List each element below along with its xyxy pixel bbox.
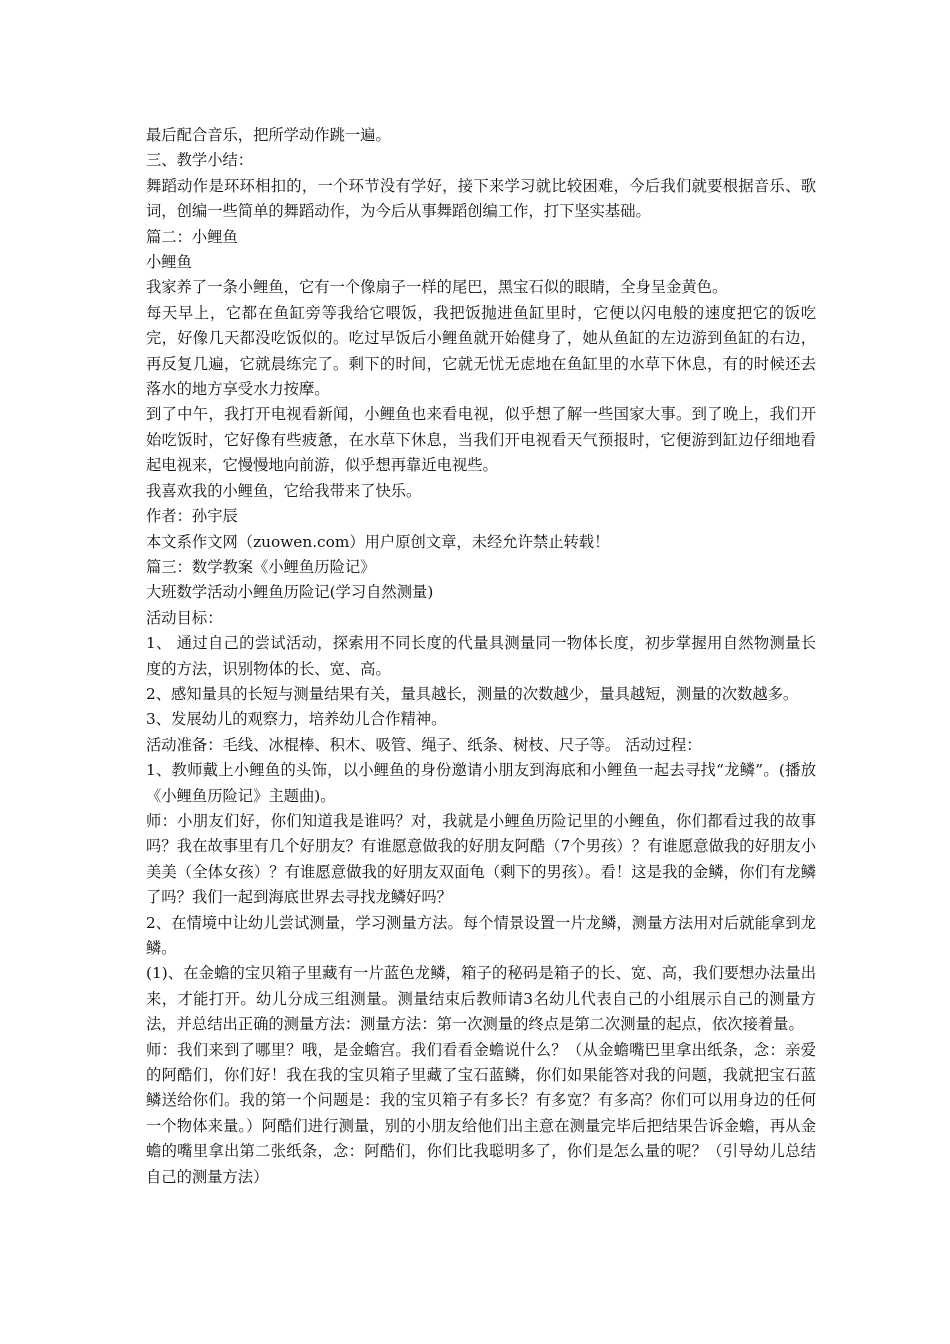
article-title: 小鲤鱼 <box>146 253 192 272</box>
article-title: 大班数学活动小鲤鱼历险记(学习自然测量) <box>146 583 434 602</box>
section-heading: 篇二：小鲤鱼 <box>146 227 238 246</box>
paragraph: 活动准备：毛线、冰棍棒、积木、吸管、绳子、纸条、树枝、尺子等。 活动过程： <box>146 735 702 754</box>
list-item: 2、感知量具的长短与测量结果有关，量具越长，测量的次数越少，量具越短，测量的次数越多。 <box>146 684 799 703</box>
paragraph: 舞蹈动作是环环相扣的，一个环节没有学好，接下来学习就比较困难，今后我们就要根据音乐、歌词，创编一些简单的舞蹈动作，为今后从事舞蹈创编工作，打下坚实基础。 <box>146 176 816 221</box>
paragraph: 最后配合音乐，把所学动作跳一遍。 <box>146 126 391 144</box>
subheading: 活动目标： <box>146 608 223 627</box>
paragraph: 1、教师戴上小鲤鱼的头饰，以小鲤鱼的身份邀请小朋友到海底和小鲤鱼一起去寻找“龙鳞”。(播放《小鲤鱼历险记》主题曲)。 <box>146 761 816 805</box>
document-body <box>146 123 816 1190</box>
paragraph: 2、在情境中让幼儿尝试测量，学习测量方法。每个情景设置一片龙鳞，测量方法用对后就能拿到龙鳞。 <box>146 913 816 957</box>
paragraph: (1)、在金蟾的宝贝箱子里藏有一片蓝色龙鳞，箱子的秘码是箱子的长、宽、高，我们要想办法量出来，才能打开。幼儿分成三组测量。测量结束后教师请3名幼儿代表自己的小组展示自己的测量方法，并总结出正确的测量方法：测量方法：第一次测量的终点是第二次测量的起点，依次接着量。 <box>146 964 816 1034</box>
list-item: 1、 通过自己的尝试活动，探索用不同长度的代量具测量同一物体长度，初步掌握用自然物测量长度的方法，识别物体的长、宽、高。 <box>146 634 816 678</box>
list-item: 3、发展幼儿的观察力，培养幼儿合作精神。 <box>146 710 447 729</box>
paragraph: 每天早上，它都在鱼缸旁等我给它喂饭，我把饭抛进鱼缸里时，它便以闪电般的速度把它的饭吃完，好像几天都没吃饭似的。吃过早饭后小鲤鱼就开始健身了，她从鱼缸的左边游到鱼缸的右边，再反复几遍，它就晨练完了。剩下的时间，它就无忧无虑地在鱼缸里的水草下休息，有的时候还去落水的地方享受水力按摩。 <box>146 303 816 399</box>
author-line: 作者：孙宇辰 <box>146 507 238 526</box>
paragraph: 师：我们来到了哪里？哦，是金蟾宫。我们看看金蟾说什么？（从金蟾嘴巴里拿出纸条，念：亲爱的阿酷们，你们好！我在我的宝贝箱子里藏了宝石蓝鳞，你们如果能答对我的问题，我就把宝石蓝鳞送给你们。我的第一个问题是：我的宝贝箱子有多长？有多宽？有多高？你们可以用身边的任何一个物体来量。）阿酷们进行测量，别的小朋友给他们出主意在测量完毕后把结果告诉金蟾，再从金蟾的嘴里拿出第二张纸条，念：阿酷们，你们比我聪明多了，你们是怎么量的呢？（引导幼儿总结自己的测量方法） <box>146 1040 816 1186</box>
section-heading: 篇三：数学教案《小鲤鱼历险记》 <box>146 557 376 576</box>
paragraph: 我家养了一条小鲤鱼，它有一个像扇子一样的尾巴，黑宝石似的眼睛，全身呈金黄色。 <box>146 278 728 297</box>
paragraph: 师：小朋友们好，你们知道我是谁吗？对，我就是小鲤鱼历险记里的小鲤鱼，你们都看过我的故事吗？我在故事里有几个好朋友？有谁愿意做我的好朋友阿酷（7个男孩）？有谁愿意做我的好朋友小美美（全体女孩）？有谁愿意做我的好朋友双面龟（剩下的男孩）。看！这是我的金鳞，你们有龙鳞了吗？我们一起到海底世界去寻找龙鳞好吗？ <box>146 811 816 907</box>
paragraph: 到了中午，我打开电视看新闻，小鲤鱼也来看电视，似乎想了解一些国家大事。到了晚上，我们开始吃饭时，它好像有些疲惫，在水草下休息，当我们开电视看天气预报时，它便游到缸边仔细地看起电视来，它慢慢地向前游，似乎想再靠近电视些。 <box>146 405 816 475</box>
section-heading: 三、教学小结： <box>146 151 254 170</box>
copyright-notice: 本文系作文网（zuowen.com）用户原创文章，未经允许禁止转载！ <box>146 532 610 551</box>
paragraph: 我喜欢我的小鲤鱼，它给我带来了快乐。 <box>146 481 422 500</box>
